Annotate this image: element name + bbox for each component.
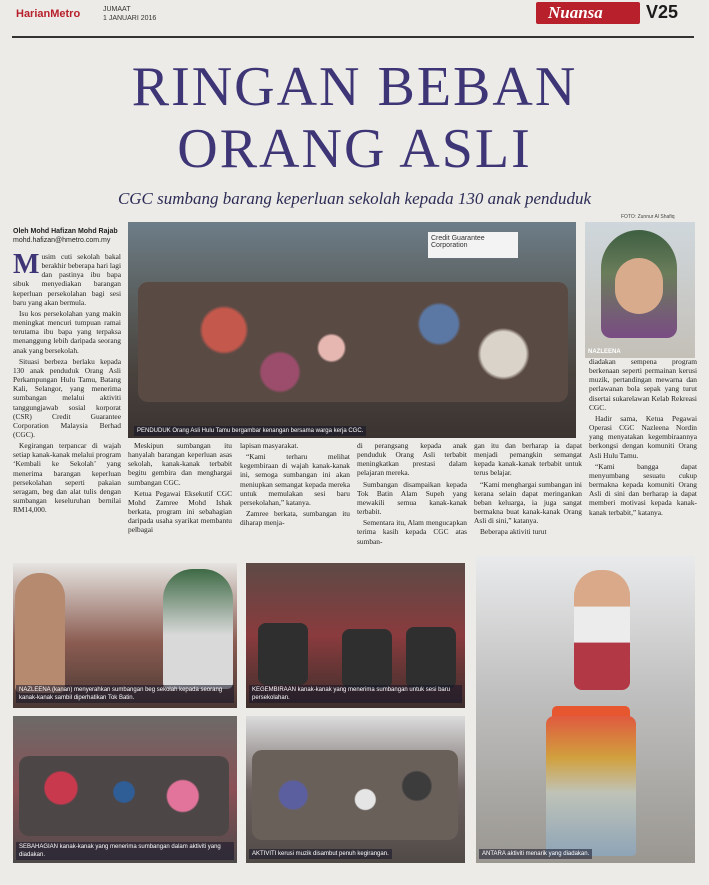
nazleena-portrait — [585, 222, 695, 358]
paragraph: usim cuti sekolah bakal berakhir beberapa hari lagi dan pastinya ibu bapa sibuk menyediakan barangan keperluan persekolahan bagi sesi baru yang akan bermula. — [13, 252, 121, 307]
portrait-face — [615, 258, 663, 314]
photo-caption: AKTIVITI kerusi muzik disambut penuh kegirangan. — [249, 849, 392, 859]
byline: Oleh Mohd Hafizan Mohd Rajab — [13, 228, 118, 235]
issue-day: JUMAAT — [103, 6, 131, 13]
article-column-5 — [474, 441, 582, 539]
candy-jar — [546, 716, 636, 856]
main-photo-caption: PENDUDUK Orang Asli Hulu Tamu bergambar kenangan bersama warga kerja CGC. — [134, 426, 366, 436]
photo-schoolbags — [246, 563, 465, 708]
children-figure — [19, 756, 229, 836]
paragraph: Kegirangan terpancar di wajah setiap kanak-kanak melalui program ‘Kembali ke Sekolah’ yang menerima barangan keperluan persekolahan seperti pakaian seragam, beg dan alat tulis dengan sumbangan keseluruhan bernilai RM14,000. — [13, 441, 121, 515]
photo-caption: NAZLEENA (kanan) menyerahkan sumbangan beg sekolah kepada seorang kanak-kanak sambil diperhatikan Tok Batin. — [16, 685, 234, 703]
paragraph: Sementara itu, Alam mengucapkan terima kasih kepada CGC atas sumban- — [357, 518, 467, 546]
masthead — [0, 0, 709, 34]
photo-children-group — [13, 716, 237, 863]
paragraph: diadakan sempena program berkenaan seperti permainan kerusi muzik, pertandingan mewarna dan perlawanan bola sepak yang turut disertai sukarelawan Kelab Rekreasi CGC. — [589, 357, 697, 412]
issue-date — [103, 5, 156, 23]
crowd-figure — [138, 282, 568, 402]
article-column-3 — [240, 441, 350, 529]
paragraph: di perangsang kepada anak penduduk Orang Asli terbabit meningkatkan prestasi dalam pelajaran mereka. — [357, 441, 467, 478]
paragraph: Meskipun sumbangan itu hanyalah barangan keperluan asas sekolah, kanak-kanak terbabit begitu gembira dan menghargai sumbangan CGC. — [128, 441, 232, 487]
paragraph: Hadir sama, Ketua Pegawai Operasi CGC Nazleena Nordin yang menyatakan kegembiraannya berkongsi dengan komuniti Orang Asli Hulu Tamu. — [589, 413, 697, 460]
paragraph: Beberapa aktiviti turut — [480, 527, 547, 537]
man-figure — [15, 573, 65, 693]
woman-figure — [163, 569, 233, 689]
paragraph: Isu kos persekolahan yang makin meningkat mencuri tumpuan ramai terutama ibu bapa yang terpaksa menanggung lebih daripada seorang anak yang bersekolah. — [13, 308, 121, 355]
paragraph: Situasi berbeza berlaku kepada 130 anak penduduk Orang Asli Perkampungan Hulu Tamu, Batang Kali, Selangor, yang menerima sumbangan melalui aktiviti tanggungjawab sosial korporat (CSR) Credit Guarantee Corporation Malaysia Berhad (CGC). — [13, 356, 121, 439]
paragraph: Zamree berkata, sumbangan itu diharap menja- — [240, 509, 350, 528]
child-figure — [574, 570, 630, 690]
photo-musical-chairs — [246, 716, 465, 863]
section-label: Nuansa — [548, 3, 603, 22]
article-column-4 — [357, 441, 467, 548]
schoolbag-figure — [342, 629, 392, 689]
paragraph: Ketua Pegawai Eksekutif CGC Mohd Zamree Mohd Ishak berkata, program ini sebahagian daripada usaha syarikat membantu pelbagai — [128, 488, 232, 535]
author-email: mohd.hafizan@hmetro.com.my — [13, 237, 111, 244]
main-group-photo — [128, 222, 576, 438]
cgc-banner: Credit Guarantee Corporation — [428, 232, 518, 258]
paragraph: “Kami bangga dapat menyumbang sesuatu cukup bermakna kepada komuniti Orang Asli di sini dan berharap ia dapat memberi motivasi kepada kanak-kanak terbabit,” katanya. — [589, 461, 697, 517]
page-number: V25 — [646, 2, 679, 22]
article-column-2 — [128, 441, 232, 537]
photo-candy-jar — [476, 556, 695, 863]
photo-credit: FOTO: Zunnur Al Shafiq — [621, 214, 675, 220]
schoolbag-figure — [258, 623, 308, 685]
photo-caption: SEBAHAGIAN kanak-kanak yang menerima sumbangan dalam aktiviti yang diadakan. — [16, 842, 234, 860]
masthead-rule — [12, 36, 694, 38]
paragraph: “Kami menghargai sumbangan ini kerana selain dapat meringankan beban keluarga, ia juga sangat bermakna buat kanak-kanak Orang Asli di sini,” katanya. — [474, 479, 582, 526]
photo-caption: ANTARA aktiviti menarik yang diadakan. — [479, 849, 592, 859]
headline-line-2: ORANG ASLI — [177, 118, 532, 180]
subheadline: CGC sumbang barang keperluan sekolah kepada 130 anak penduduk — [117, 189, 592, 208]
schoolbag-figure — [406, 627, 456, 689]
drop-cap: M — [13, 249, 40, 280]
photo-handover — [13, 563, 237, 708]
paragraph: gan itu dan berharap ia dapat menjadi pemangkin semangat kepada kanak-kanak terbabit untuk terus belajar. — [474, 441, 582, 478]
paragraph: “Kami terharu melihat kegembiraan di wajah kanak-kanak ini, semoga sumbangan ini akan meniupkan semangat kepada mereka untuk memulakan sesi baru persekolahan,” katanya. — [240, 452, 350, 507]
portrait-label: NAZLEENA — [588, 349, 621, 355]
headline-line-1: RINGAN BEBAN — [131, 56, 578, 118]
newspaper-logo: HarianMetro — [16, 8, 81, 20]
photo-caption: KEGEMBIRAAN kanak-kanak yang menerima sumbangan untuk sesi baru persekolahan. — [249, 685, 462, 703]
paragraph: lapisan masyarakat. — [240, 441, 299, 450]
game-figure — [252, 750, 458, 840]
article-column-6 — [589, 357, 697, 519]
article-column-1 — [13, 249, 121, 516]
paragraph: Sumbangan disampaikan kepada Tok Batin Alam Supeh yang mewakili semua kanak-kanak terbabit. — [357, 479, 467, 517]
issue-date-text: 1 JANUARI 2016 — [103, 15, 157, 22]
